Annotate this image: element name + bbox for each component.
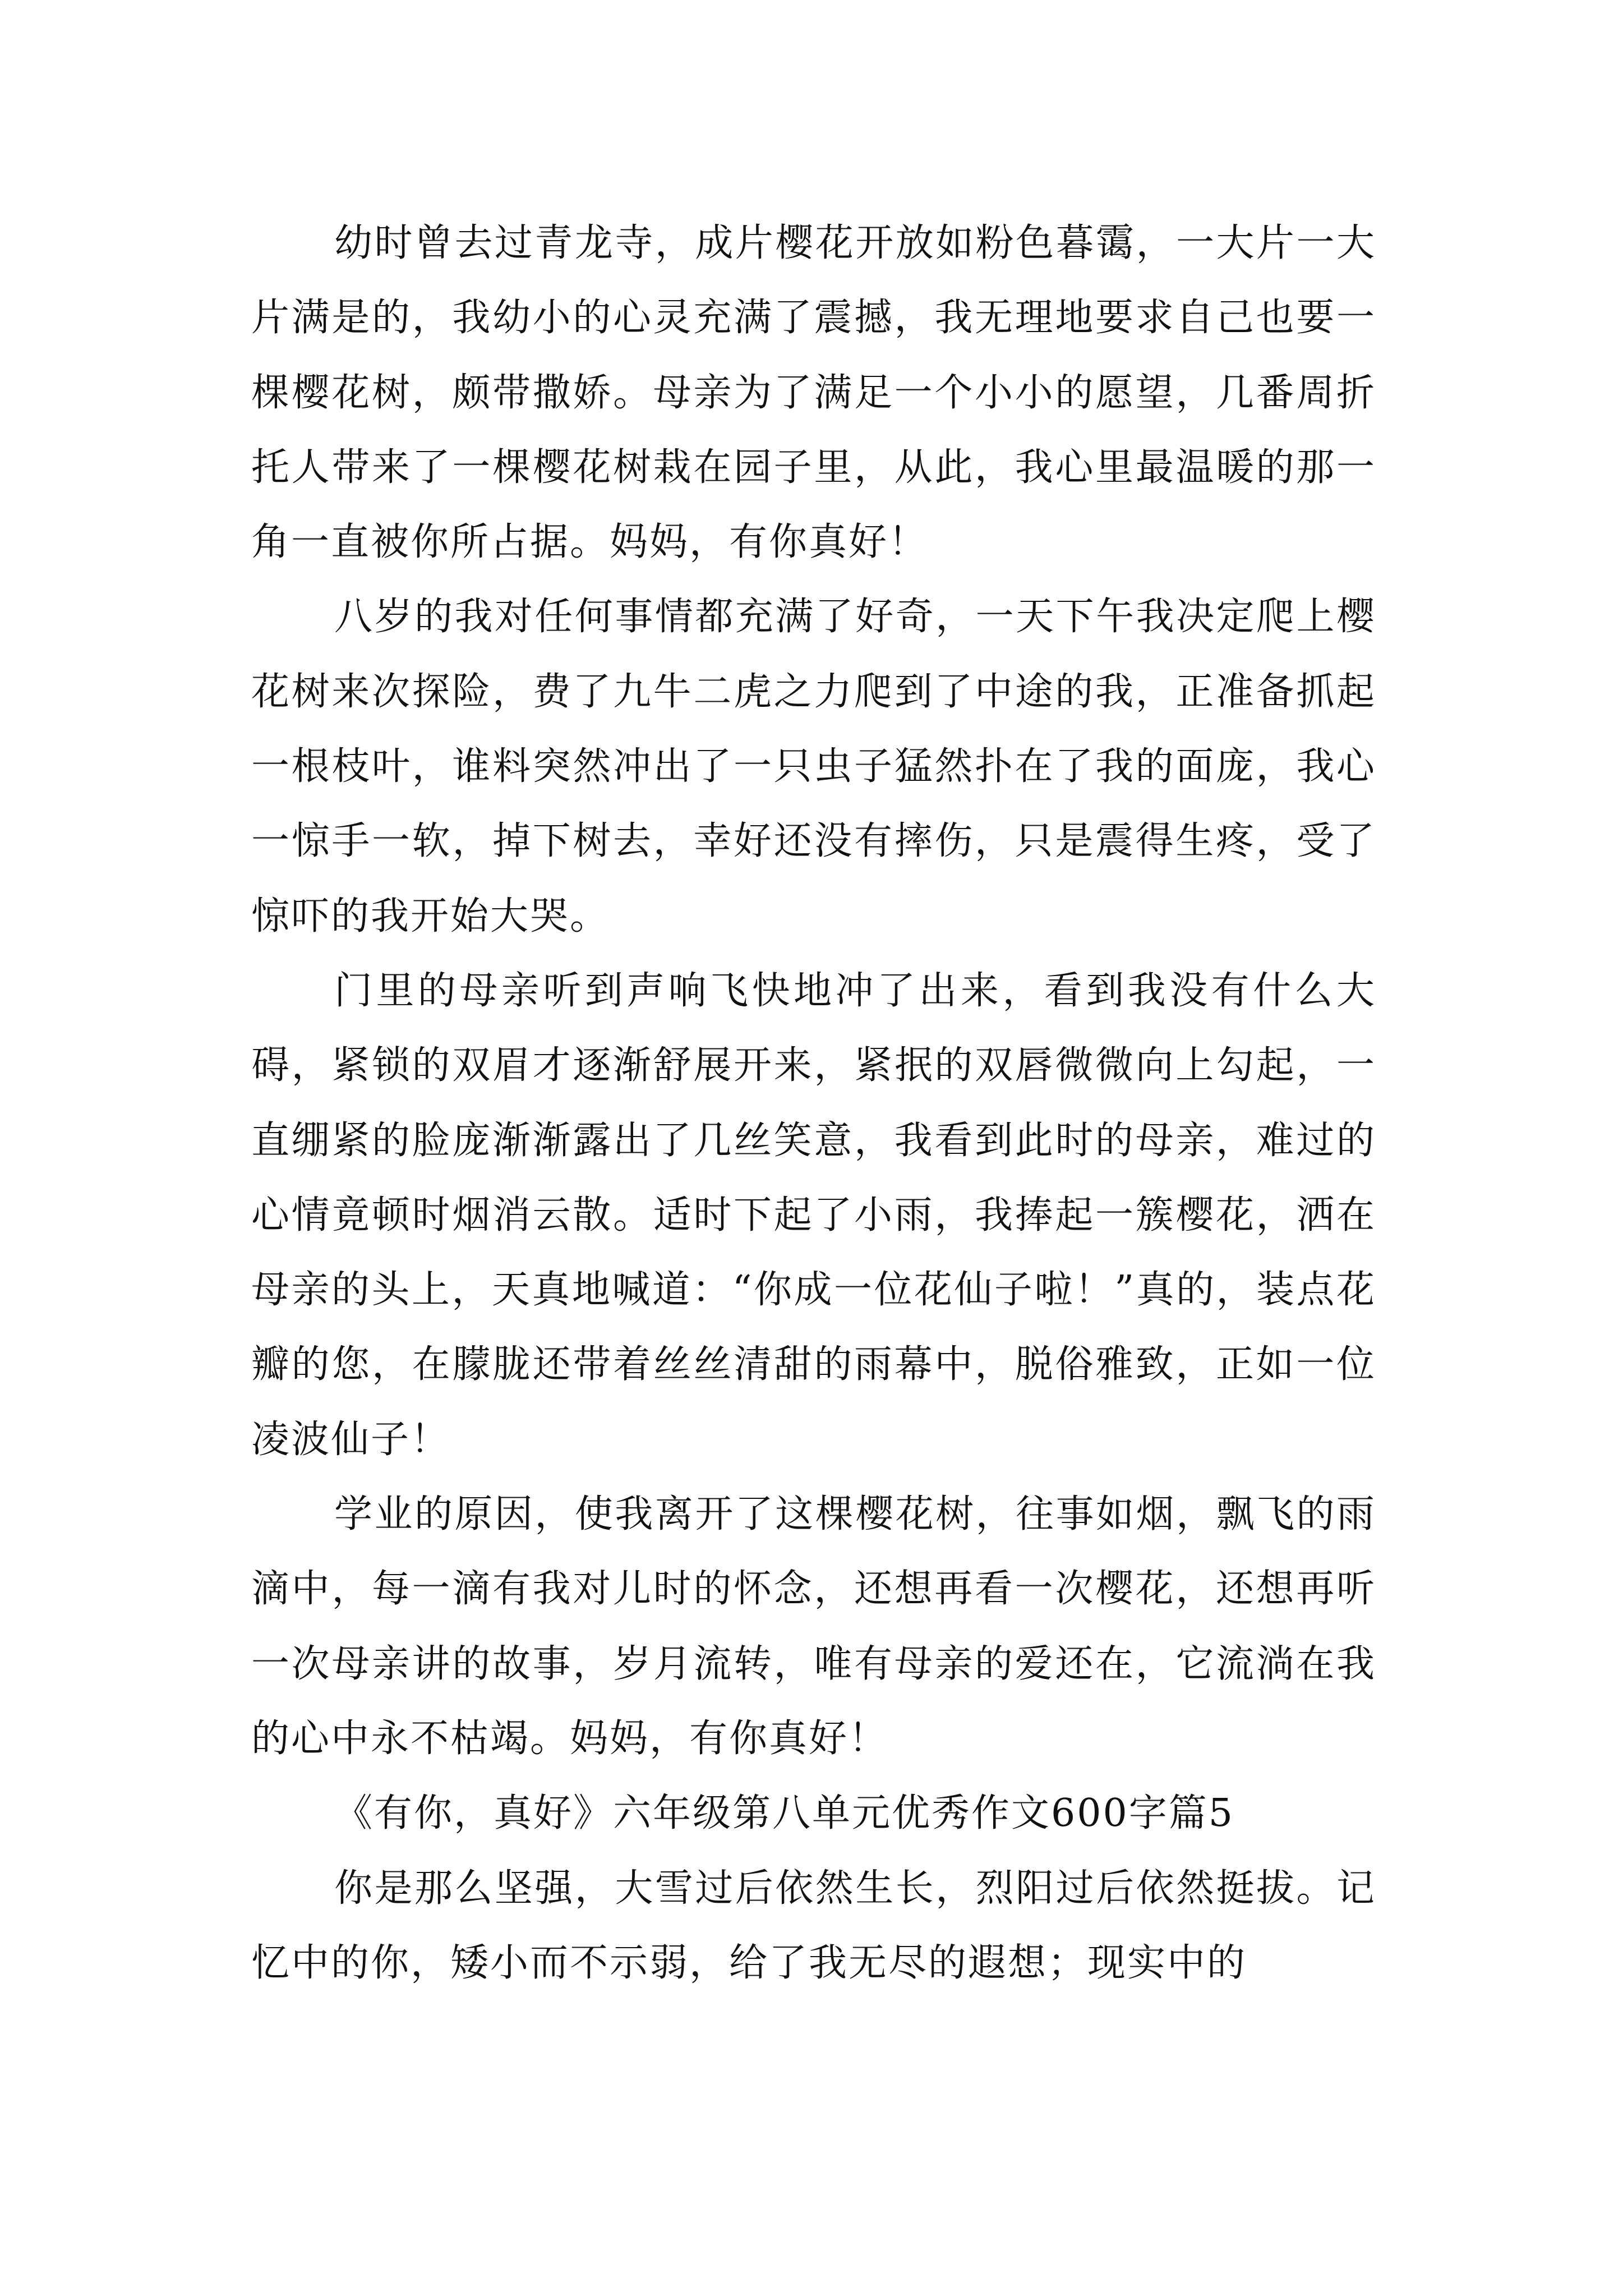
paragraph-2: 八岁的我对任何事情都充满了好奇，一天下午我决定爬上樱花树来次探险，费了九牛二虎之力爬到了中途的我，正准备抓起一根枝叶，谁料突然冲出了一只虫子猛然扑在了我的面庞，我心一惊手一软，掉下树去，幸好还没有摔伤，只是震得生疼，受了惊吓的我开始大哭。 xyxy=(251,595,1376,938)
section-heading: 《有你，真好》六年级第八单元优秀作文600字篇5 xyxy=(334,1791,1235,1836)
paragraph-3: 门里的母亲听到声响飞快地冲了出来，看到我没有什么大碍，紧锁的双眉才逐渐舒展开来，紧抿的双唇微微向上勾起，一直绷紧的脸庞渐渐露出了几丝笑意，我看到此时的母亲，难过的心情竟顿时烟消云散。适时下起了小雨，我捧起一簇樱花，洒在母亲的头上，天真地喊道：“你成一位花仙子啦！”真的，装点花瓣的您，在朦胧还带着丝丝清甜的雨幕中，脱俗雅致，正如一位凌波仙子！ xyxy=(251,968,1376,1462)
paragraph-5: 你是那么坚强，大雪过后依然生长，烈阳过后依然挺拔。记忆中的你，矮小而不示弱，给了我无尽的遐想；现实中的 xyxy=(251,1866,1376,1985)
paragraph-4: 学业的原因，使我离开了这棵樱花树，往事如烟，飘飞的雨滴中，每一滴有我对儿时的怀念，还想再看一次樱花，还想再听一次母亲讲的故事，岁月流转，唯有母亲的爱还在，它流淌在我的心中永不枯竭。妈妈，有你真好！ xyxy=(251,1492,1376,1761)
document-body xyxy=(251,206,1376,2000)
paragraph-1: 幼时曾去过青龙寺，成片樱花开放如粉色暮霭，一大片一大片满是的，我幼小的心灵充满了震撼，我无理地要求自己也要一棵樱花树，颇带撒娇。母亲为了满足一个小小的愿望，几番周折托人带来了一棵樱花树栽在园子里，从此，我心里最温暖的那一角一直被你所占据。妈妈，有你真好！ xyxy=(251,221,1376,565)
